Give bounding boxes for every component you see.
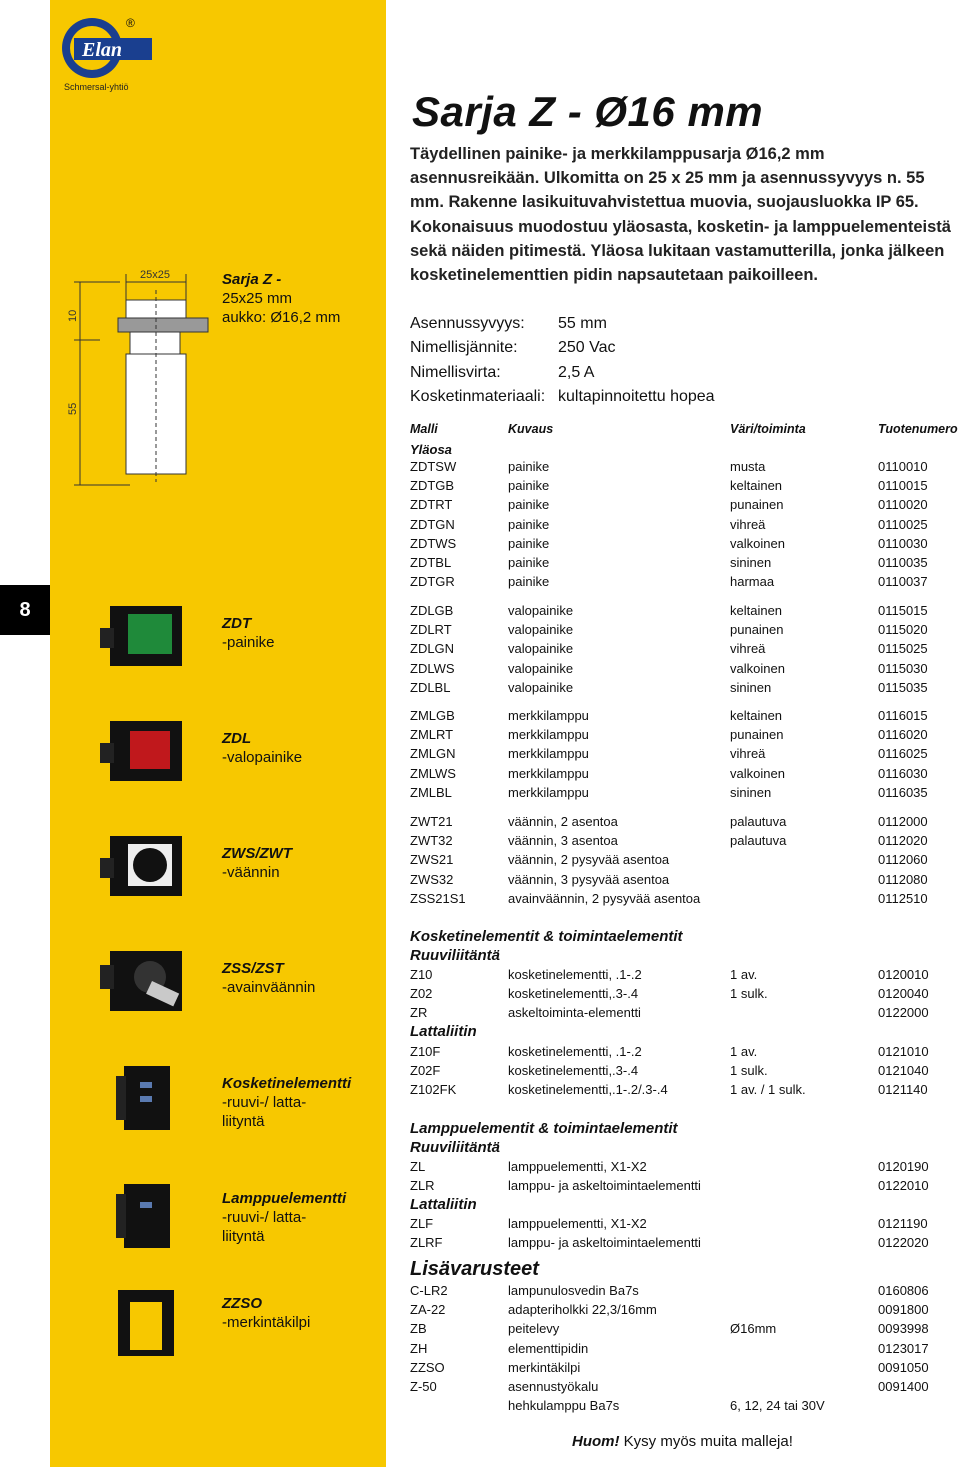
marking-plate-image	[100, 1288, 190, 1358]
caption-desc2: liityntä	[222, 1228, 265, 1245]
cell-malli: ZDTBL	[410, 555, 452, 570]
cell-kuvaus: painike	[508, 478, 550, 494]
table-row	[410, 1398, 960, 1417]
contact-element-image	[100, 1062, 190, 1132]
caption-sarja-z	[222, 270, 340, 327]
cell-tuotenumero: 0122020	[878, 1235, 929, 1251]
cell-kuvaus: valopainike	[508, 679, 574, 695]
cell-vari: 1 av. / 1 sulk.	[730, 1082, 806, 1098]
spec-value: 250 Vac	[558, 339, 616, 357]
cell-kuvaus: merkintäkilpi	[508, 1359, 581, 1375]
cell-tuotenumero: 0112000	[878, 814, 928, 829]
cell-malli: ZDTGB	[410, 478, 455, 494]
spec-row	[410, 336, 715, 360]
cell-malli: ZDTWS	[410, 535, 457, 551]
table-row	[410, 459, 960, 478]
cell-vari: 1 sulk.	[730, 1063, 768, 1079]
table-row	[410, 986, 960, 1005]
caption-title: Lamppuelementti	[222, 1190, 347, 1207]
cell-tuotenumero: 0091050	[878, 1359, 929, 1375]
caption-title: Sarja Z -	[222, 271, 282, 288]
cell-tuotenumero: 0120040	[878, 986, 929, 1002]
cell-vari: valkoinen	[730, 535, 785, 551]
cell-malli: ZWT21	[410, 814, 453, 829]
cell-malli: Z02	[410, 986, 433, 1002]
caption-desc2: aukko: Ø16,2 mm	[222, 309, 341, 326]
cell-tuotenumero: 0116020	[878, 727, 928, 743]
caption-desc2: liityntä	[222, 1113, 265, 1130]
table-row	[410, 478, 960, 497]
table-row	[410, 574, 960, 593]
header-tuotenumero: Tuotenumero	[878, 422, 958, 436]
caption-title: ZSS/ZST	[222, 960, 284, 977]
cell-tuotenumero: 0091400	[878, 1379, 929, 1394]
cell-malli: ZWS21	[410, 852, 454, 868]
cell-kuvaus: lampunulosvedin Ba7s	[508, 1283, 639, 1298]
caption-desc: -ruuvi-/ latta-	[222, 1209, 307, 1226]
cell-vari: 1 av.	[730, 1044, 758, 1059]
cell-kuvaus: valopainike	[508, 641, 574, 657]
table-row	[410, 708, 960, 727]
cell-tuotenumero: 0122010	[878, 1178, 929, 1194]
cell-kuvaus: väännin, 2 asentoa	[508, 814, 618, 829]
section-lisavarusteet: Lisävarusteet	[410, 1258, 539, 1280]
cell-malli: ZDLGB	[410, 603, 454, 618]
table-row	[410, 967, 960, 986]
table-row	[410, 1178, 960, 1197]
cell-tuotenumero: 0115035	[878, 679, 928, 695]
footer-note	[572, 1433, 793, 1450]
note-bold: Huom!	[572, 1433, 620, 1450]
header-malli: Malli	[410, 422, 438, 436]
spec-label: Nimellisvirta:	[410, 363, 501, 381]
cell-tuotenumero: 0110037	[878, 574, 928, 590]
cell-malli: ZLF	[410, 1216, 434, 1231]
intro-paragraph: Täydellinen painike- ja merkkilamppusarja Ø16,2 mm asennusreikään. Ulkomitta on 25 x 25 mm ja asennussyvyys n. 55 mm. Rakenne lasikuituvahvistettua muovia, suojausluokka IP 65. Kokonaisuus muodostuu yläosasta, kosketin- ja lamppuelementeistä sekä näiden pitimestä. Yläosa lukitaan vastamutterilla, jonka jälkeen kosketinelementtien pidin napsautetaan paikoilleen.	[410, 145, 951, 285]
table-row	[410, 603, 960, 622]
cell-kuvaus: kosketinelementti, .1-.2	[508, 967, 642, 982]
cell-vari: 1 av.	[730, 967, 758, 982]
cell-tuotenumero: 0110015	[878, 478, 928, 494]
cell-malli: ZLRF	[410, 1235, 443, 1251]
cell-tuotenumero: 0115030	[878, 660, 928, 676]
cell-tuotenumero: 0112060	[878, 852, 928, 868]
cell-kuvaus: valopainike	[508, 660, 574, 676]
cell-tuotenumero: 0121040	[878, 1063, 929, 1079]
cell-tuotenumero: 0123017	[878, 1340, 929, 1356]
dim-width-label: 25x25	[140, 269, 170, 281]
cell-tuotenumero: 0121140	[878, 1082, 928, 1098]
table-row	[410, 1082, 960, 1101]
cell-vari: sininen	[730, 784, 772, 800]
table-row	[410, 891, 960, 910]
cell-kuvaus: valopainike	[508, 622, 574, 638]
specs-list	[410, 312, 715, 409]
cell-tuotenumero: 0122000	[878, 1005, 929, 1021]
cell-kuvaus: kosketinelementti, .1-.2	[508, 1044, 642, 1059]
cell-tuotenumero: 0121190	[878, 1216, 928, 1231]
cell-kuvaus: merkkilamppu	[508, 784, 589, 800]
cell-malli: ZDLBL	[410, 679, 451, 695]
cell-vari: vihreä	[730, 516, 766, 532]
cell-malli: ZL	[410, 1159, 426, 1174]
cell-malli: ZDTRT	[410, 497, 453, 513]
table-row	[410, 1341, 960, 1360]
section-lamppu: Lamppuelementit & toimintaelementit	[410, 1120, 678, 1137]
spec-label: Nimellisjännite:	[410, 339, 518, 357]
cell-tuotenumero: 0115020	[878, 622, 928, 638]
cell-vari: vihreä	[730, 641, 766, 657]
cell-tuotenumero: 0116030	[878, 765, 928, 781]
cell-kuvaus: kosketinelementti,.1-.2/.3-.4	[508, 1082, 668, 1098]
caption-desc: -väännin	[222, 864, 280, 881]
cell-kuvaus: lamppuelementti, X1-X2	[508, 1159, 647, 1174]
spec-value: 2,5 A	[558, 363, 595, 381]
spec-row	[410, 312, 715, 336]
subhead-ruuvi-1: Ruuviliitäntä	[410, 947, 501, 964]
cell-kuvaus: painike	[508, 459, 550, 474]
cell-kuvaus: lamppu- ja askeltoimintaelementti	[508, 1235, 701, 1251]
subhead-ruuvi-2: Ruuviliitäntä	[410, 1139, 501, 1156]
page-title: Sarja Z - Ø16 mm	[412, 88, 764, 135]
spec-row	[410, 361, 715, 385]
cell-tuotenumero: 0115025	[878, 641, 928, 657]
cell-malli: ZWT32	[410, 833, 453, 849]
cell-tuotenumero: 0110030	[878, 535, 928, 551]
cell-vari: 1 sulk.	[730, 986, 768, 1002]
cell-kuvaus: lamppu- ja askeltoimintaelementti	[508, 1178, 701, 1194]
cell-tuotenumero: 0091800	[878, 1302, 929, 1318]
cell-vari: keltainen	[730, 478, 783, 494]
logo-brand: Elan	[82, 39, 123, 61]
cell-malli: ZDTGN	[410, 516, 455, 532]
cell-vari: 6, 12, 24 tai 30V	[730, 1398, 825, 1414]
cell-malli: ZLR	[410, 1178, 435, 1194]
cell-vari: punainen	[730, 497, 784, 513]
cell-malli: ZSS21S1	[410, 890, 466, 906]
table-row	[410, 1283, 960, 1302]
caption-title: ZDT	[222, 615, 252, 632]
table-row	[410, 746, 960, 765]
cell-tuotenumero: 0093998	[878, 1321, 929, 1337]
note-text: Kysy myös muita malleja!	[619, 1433, 793, 1450]
spec-value: kultapinnoitettu hopea	[558, 387, 715, 405]
table-row	[410, 1044, 960, 1063]
cell-kuvaus: asennustyökalu	[508, 1379, 599, 1394]
dimension-drawing	[60, 260, 210, 490]
cell-tuotenumero: 0112510	[878, 890, 928, 906]
elan-logo	[54, 12, 154, 82]
zdt-pushbutton-image	[100, 600, 190, 670]
cell-kuvaus: peitelevy	[508, 1321, 560, 1337]
zdl-illuminated-button-image	[100, 715, 190, 785]
dim-55-label: 55	[67, 402, 79, 415]
subhead-latta-1: Lattaliitin	[410, 1023, 477, 1040]
cell-malli: ZWS32	[410, 871, 454, 887]
cell-malli: ZMLWS	[410, 765, 456, 781]
cell-kuvaus: avainväännin, 2 pysyvää asentoa	[508, 890, 701, 906]
cell-kuvaus: painike	[508, 555, 550, 570]
cell-kuvaus: kosketinelementti,.3-.4	[508, 986, 639, 1002]
caption-title: ZZSO	[222, 1295, 262, 1312]
cell-kuvaus: painike	[508, 535, 550, 551]
caption-zws	[222, 844, 292, 882]
caption-title: Kosketinelementti	[222, 1075, 352, 1092]
cell-kuvaus: painike	[508, 574, 550, 590]
cell-tuotenumero: 0160806	[878, 1283, 929, 1298]
lamp-element-image	[100, 1180, 190, 1250]
table-row	[410, 766, 960, 785]
cell-vari: vihreä	[730, 746, 766, 762]
cell-tuotenumero: 0110025	[878, 516, 928, 532]
cell-vari: sininen	[730, 555, 772, 570]
table-row	[410, 1360, 960, 1379]
cell-vari: keltainen	[730, 708, 783, 723]
table-row	[410, 1235, 960, 1254]
cell-tuotenumero: 0110010	[878, 459, 928, 474]
cell-kuvaus: merkkilamppu	[508, 727, 589, 743]
cell-vari: valkoinen	[730, 765, 785, 781]
table-row	[410, 497, 960, 516]
subhead-latta-2: Lattaliitin	[410, 1196, 477, 1213]
spec-label: Asennussyvyys:	[410, 315, 525, 332]
table-row	[410, 536, 960, 555]
caption-desc: 25x25 mm	[222, 290, 293, 307]
cell-malli: ZDTGR	[410, 574, 455, 590]
header-kuvaus: Kuvaus	[508, 422, 554, 436]
cell-vari: harmaa	[730, 574, 775, 590]
cell-kuvaus: merkkilamppu	[508, 708, 589, 723]
cell-kuvaus: väännin, 3 pysyvää asentoa	[508, 871, 670, 887]
cell-vari: sininen	[730, 679, 772, 695]
table-row	[410, 872, 960, 891]
cell-tuotenumero: 0112080	[878, 871, 928, 887]
cell-tuotenumero: 0115015	[878, 603, 928, 618]
cell-kuvaus: painike	[508, 497, 550, 513]
cell-malli: Z10F	[410, 1044, 441, 1059]
cell-tuotenumero: 0120010	[878, 967, 929, 982]
spec-row	[410, 385, 715, 409]
cell-malli: ZMLGN	[410, 746, 456, 762]
cell-kuvaus: väännin, 2 pysyvää asentoa	[508, 852, 670, 868]
cell-tuotenumero: 0121010	[878, 1044, 929, 1059]
table-row	[410, 1216, 960, 1235]
table-row	[410, 1159, 960, 1178]
caption-desc: -avainväännin	[222, 979, 316, 996]
cell-malli: ZR	[410, 1005, 428, 1021]
page-number-tab	[0, 585, 50, 635]
cell-malli: ZA-22	[410, 1302, 446, 1318]
table-row	[410, 1063, 960, 1082]
caption-zzso	[222, 1294, 310, 1332]
cell-malli: Z-50	[410, 1379, 437, 1394]
zss-key-switch-image	[100, 945, 190, 1015]
cell-kuvaus: painike	[508, 516, 550, 532]
cell-tuotenumero: 0120190	[878, 1159, 929, 1174]
table-row	[410, 1379, 960, 1398]
cell-malli: Z102FK	[410, 1082, 457, 1098]
table-row	[410, 727, 960, 746]
cell-malli: ZMLBL	[410, 784, 452, 800]
cell-malli: ZDTSW	[410, 459, 457, 474]
cell-malli: ZDLRT	[410, 622, 452, 638]
cell-malli: ZB	[410, 1321, 427, 1337]
cell-malli: Z10	[410, 967, 433, 982]
cell-kuvaus: askeltoiminta-elementti	[508, 1005, 641, 1021]
spec-value: 55 mm	[558, 315, 607, 332]
cell-vari: valkoinen	[730, 660, 785, 676]
cell-kuvaus: kosketinelementti,.3-.4	[508, 1063, 639, 1079]
cell-kuvaus: merkkilamppu	[508, 746, 589, 762]
subhead-ylaosa: Yläosa	[410, 442, 452, 457]
caption-zss	[222, 959, 315, 997]
cell-malli: ZZSO	[410, 1359, 445, 1375]
caption-desc: -merkintäkilpi	[222, 1314, 311, 1331]
logo-registered: ®	[126, 16, 135, 30]
table-row	[410, 852, 960, 871]
cell-malli: ZDLWS	[410, 660, 455, 676]
caption-desc: -painike	[222, 634, 275, 651]
cell-tuotenumero: 0116035	[878, 784, 928, 800]
spec-label: Kosketinmateriaali:	[410, 387, 546, 405]
table-row	[410, 555, 960, 574]
caption-zdt	[222, 614, 275, 652]
table-row	[410, 1302, 960, 1321]
cell-malli: Z02F	[410, 1063, 441, 1079]
table-row	[410, 641, 960, 660]
cell-vari: palautuva	[730, 833, 787, 849]
table-row	[410, 833, 960, 852]
caption-title: ZWS/ZWT	[222, 845, 292, 862]
caption-desc: -ruuvi-/ latta-	[222, 1094, 307, 1111]
cell-kuvaus: valopainike	[508, 603, 574, 618]
table-row	[410, 814, 960, 833]
cell-vari: keltainen	[730, 603, 783, 618]
cell-tuotenumero: 0116025	[878, 746, 928, 762]
cell-tuotenumero: 0110035	[878, 555, 928, 570]
caption-desc: -valopainike	[222, 749, 303, 766]
cell-tuotenumero: 0110020	[878, 497, 928, 513]
dim-10-label: 10	[67, 309, 79, 322]
cell-vari: punainen	[730, 622, 784, 638]
table-row	[410, 1005, 960, 1024]
logo-subtitle: Schmersal-yhtiö	[64, 82, 129, 92]
caption-zdl	[222, 729, 302, 767]
cell-tuotenumero: 0116015	[878, 708, 928, 723]
zws-selector-switch-image	[100, 830, 190, 900]
caption-kosketinelementti	[222, 1074, 351, 1131]
table-row	[410, 517, 960, 536]
cell-kuvaus: merkkilamppu	[508, 765, 589, 781]
cell-malli: ZMLRT	[410, 727, 454, 743]
table-row	[410, 680, 960, 699]
cell-malli: ZH	[410, 1340, 428, 1356]
cell-vari: Ø16mm	[730, 1321, 777, 1337]
table-row	[410, 661, 960, 680]
cell-tuotenumero: 0112020	[878, 833, 928, 849]
cell-kuvaus: hehkulamppu Ba7s	[508, 1398, 620, 1414]
cell-kuvaus: adapteriholkki 22,3/16mm	[508, 1302, 657, 1318]
cell-vari: musta	[730, 459, 766, 474]
header-vari: Väri/toiminta	[730, 422, 806, 436]
cell-kuvaus: lamppuelementti, X1-X2	[508, 1216, 647, 1231]
caption-title: ZDL	[222, 730, 252, 747]
cell-malli: ZDLGN	[410, 641, 455, 657]
table-row	[410, 1321, 960, 1340]
page-number: 8	[19, 598, 31, 621]
cell-malli: ZMLGB	[410, 708, 455, 723]
caption-lamppuelementti	[222, 1189, 346, 1246]
table-row	[410, 622, 960, 641]
section-kosketin: Kosketinelementit & toimintaelementit	[410, 928, 683, 945]
cell-vari: punainen	[730, 727, 784, 743]
table-row	[410, 785, 960, 804]
cell-vari: palautuva	[730, 814, 787, 829]
cell-kuvaus: väännin, 3 asentoa	[508, 833, 618, 849]
cell-malli: C-LR2	[410, 1283, 448, 1298]
cell-kuvaus: elementtipidin	[508, 1340, 589, 1356]
